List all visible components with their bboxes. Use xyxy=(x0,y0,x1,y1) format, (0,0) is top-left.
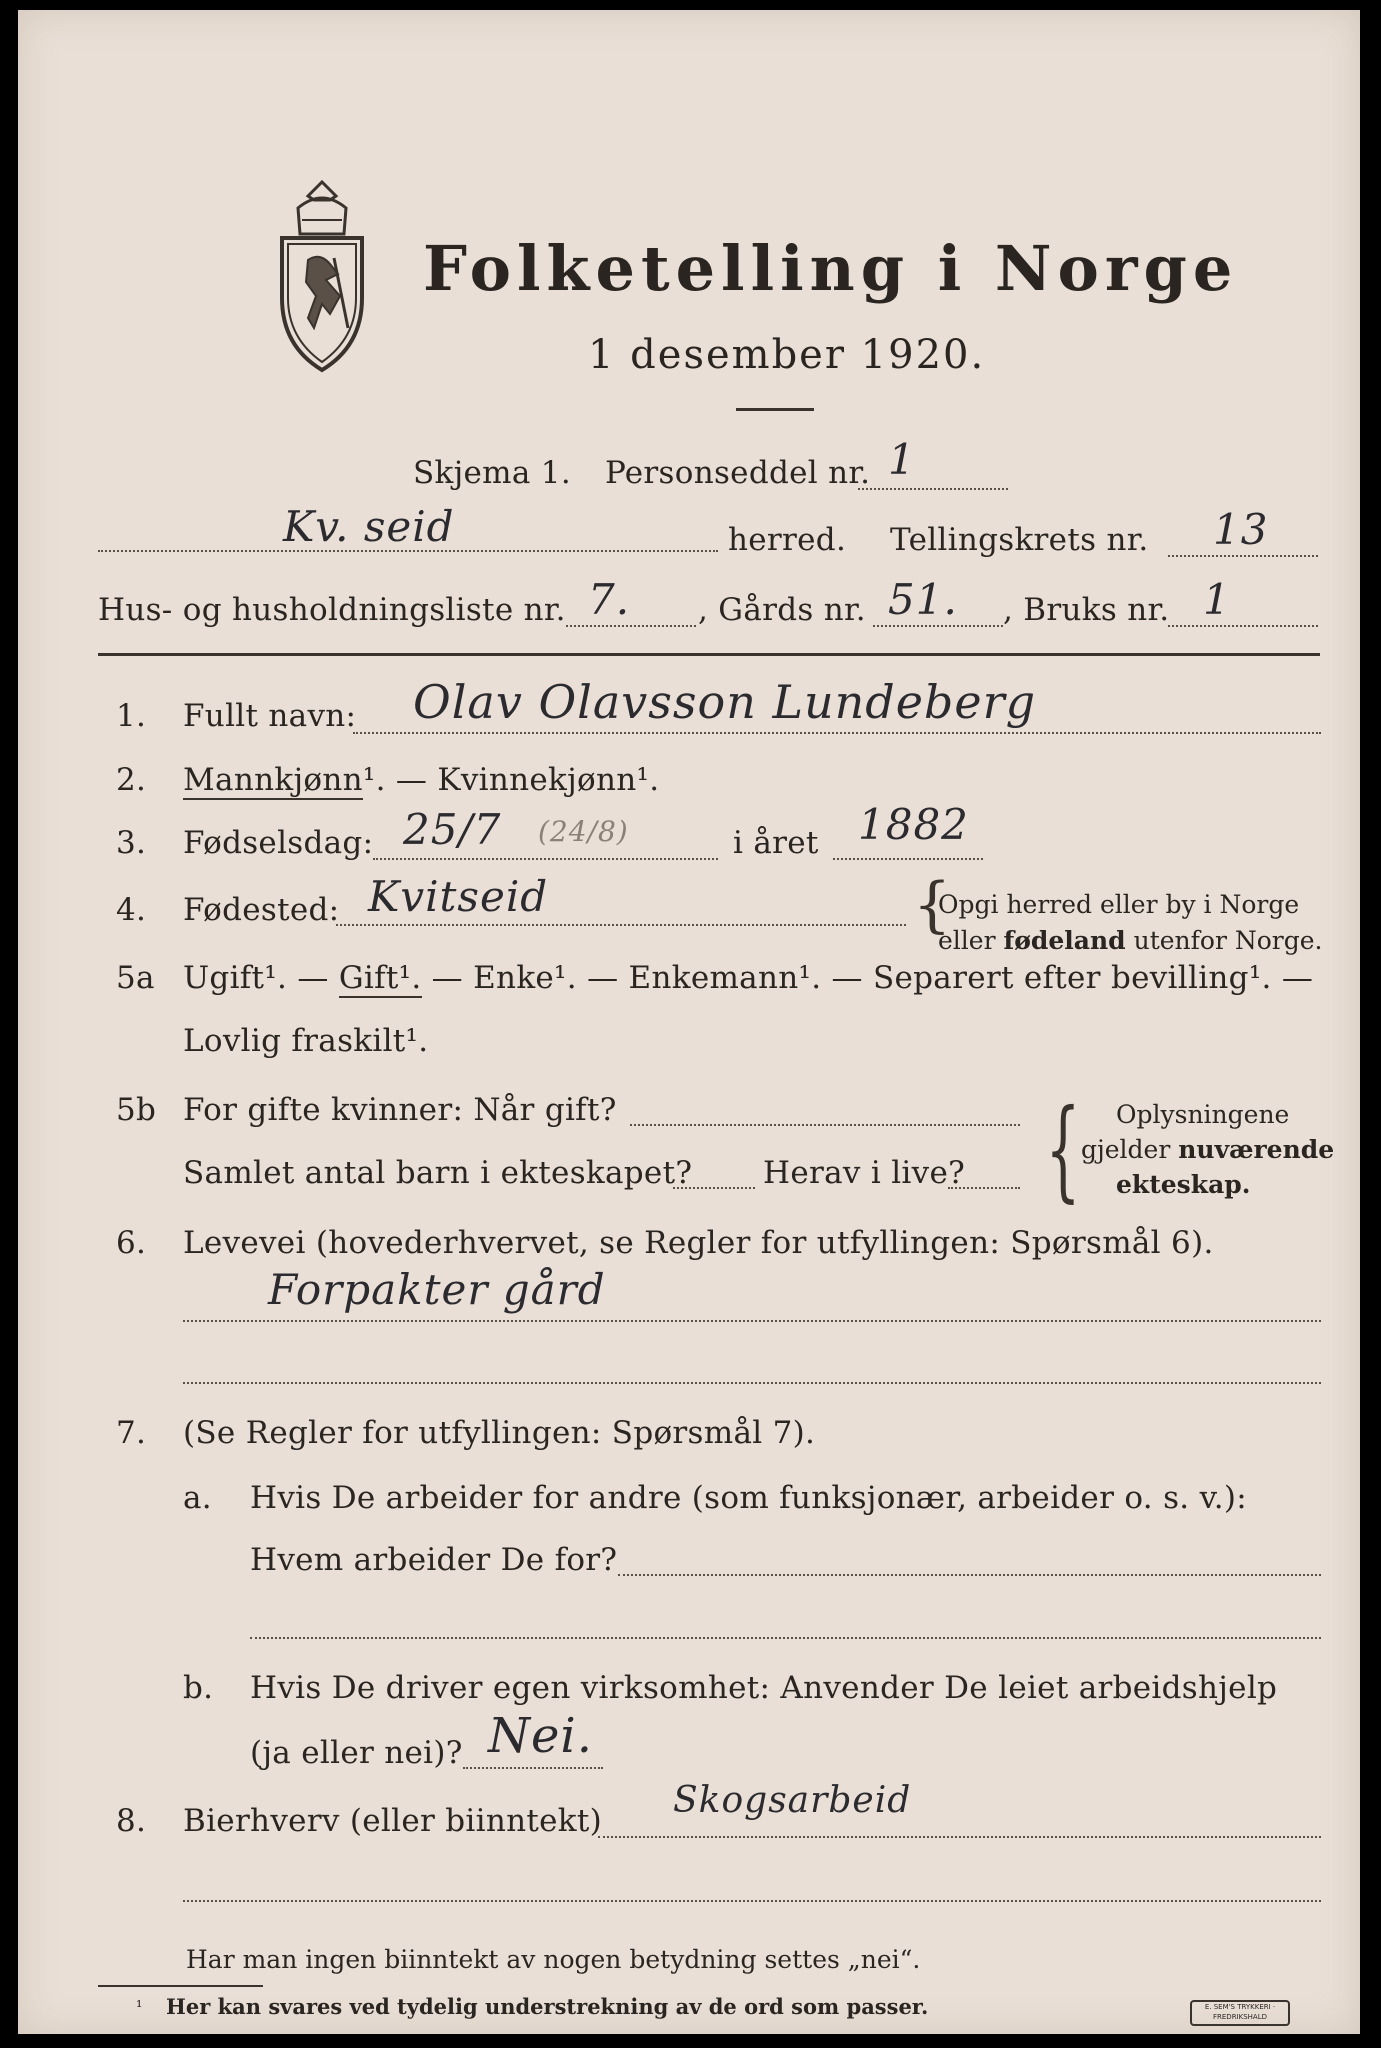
bruks-value: 1 xyxy=(1203,575,1231,624)
q1-label: Fullt navn: xyxy=(183,698,357,734)
q5b-line2a: Samlet antal barn i ekteskapet? xyxy=(183,1155,693,1191)
q4-label: Fødested: xyxy=(183,892,340,928)
header-rule xyxy=(98,653,1320,656)
gards-label: , Gårds nr. xyxy=(698,592,866,628)
q8-number: 8. xyxy=(116,1803,147,1839)
q3-year-label: i året xyxy=(733,825,819,861)
q6-occupation: Forpakter gård xyxy=(268,1265,606,1314)
q5b-note3: ekteskap. xyxy=(1116,1170,1251,1199)
q2-number: 2. xyxy=(116,762,147,798)
q7b-answer: Nei. xyxy=(488,1708,594,1764)
q5b-line1: For gifte kvinner: Når gift? xyxy=(183,1092,617,1128)
q5a-number: 5a xyxy=(116,960,155,996)
q3-label: Fødselsdag: xyxy=(183,825,374,861)
footer-note: Har man ingen biinntekt av nogen betydning settes „nei“. xyxy=(186,1945,921,1974)
printer-stamp: E. SEM'S TRYKKERI · FREDRIKSHALD xyxy=(1190,2000,1290,2026)
footnote-mark: ¹ xyxy=(136,1997,143,2016)
personseddel-value: 1 xyxy=(888,435,916,484)
q2-sex-options xyxy=(183,762,659,798)
q5a-gift-selected: Gift¹. xyxy=(338,960,422,996)
q2-male: Mannkjønn xyxy=(183,762,363,798)
footnote-text: Her kan svares ved tydelig understrekning av de ord som passer. xyxy=(166,1994,929,2019)
footnote-rule xyxy=(98,1985,263,1987)
q2-separator: ¹. — xyxy=(362,762,438,798)
q2-female: Kvinnekjønn xyxy=(437,762,637,798)
q8-side-income: Skogsarbeid xyxy=(673,1780,912,1821)
q5b-line2b: Herav i live? xyxy=(763,1155,966,1191)
q7a-line1: Hvis De arbeider for andre (som funksjonær, arbeider o. s. v.): xyxy=(250,1480,1248,1516)
q7-label: (Se Regler for utfyllingen: Spørsmål 7). xyxy=(183,1415,816,1451)
census-form-page xyxy=(18,10,1360,2034)
tellingskrets-value: 13 xyxy=(1213,505,1269,554)
q5b-note1: Oplysningene xyxy=(1116,1100,1290,1129)
q2-end: ¹. xyxy=(636,762,660,798)
gards-value: 51. xyxy=(888,575,958,624)
q5b-note2: gjelder nuværende xyxy=(1081,1135,1335,1164)
q3-number: 3. xyxy=(116,825,147,861)
personseddel-label: Personseddel nr. xyxy=(605,455,871,491)
q6-label: Levevei (hovederhvervet, se Regler for utfyllingen: Spørsmål 6). xyxy=(183,1225,1214,1261)
q5b-brace: { xyxy=(1045,1085,1081,1213)
q4-note-line1: Opgi herred eller by i Norge xyxy=(938,890,1300,919)
q5b-number: 5b xyxy=(116,1092,157,1128)
q3-birthdate: 25/7 xyxy=(403,805,502,854)
tellingskrets-label: Tellingskrets nr. xyxy=(890,522,1149,558)
q1-full-name: Olav Olavsson Lundeberg xyxy=(413,675,1037,729)
q7a-number: a. xyxy=(183,1480,212,1516)
census-date: 1 desember 1920. xyxy=(588,332,986,378)
herred-value: Kv. seid xyxy=(283,502,455,551)
q4-brace: { xyxy=(913,870,952,940)
q4-note-line2: eller fødeland utenfor Norge. xyxy=(938,926,1323,955)
q5a-options: Ugift¹. — Gift¹. — Enke¹. — Enkemann¹. — Separert efter bevilling¹. — xyxy=(183,960,1314,996)
q4-birthplace: Kvitseid xyxy=(368,872,549,921)
schema-label: Skjema 1. xyxy=(413,455,571,491)
form-title: Folketelling i Norge xyxy=(423,232,1239,305)
q3-birth-year: 1882 xyxy=(858,800,969,849)
q4-number: 4. xyxy=(116,892,147,928)
q8-label: Bierhverv (eller biinntekt) xyxy=(183,1803,603,1839)
q7b-line1: Hvis De driver egen virksomhet: Anvender De leiet arbeidshjelp xyxy=(250,1670,1278,1706)
coat-of-arms-icon xyxy=(268,178,376,378)
q7-number: 7. xyxy=(116,1415,147,1451)
q7b-number: b. xyxy=(183,1670,214,1706)
q1-number: 1. xyxy=(116,698,147,734)
title-divider xyxy=(736,408,814,411)
hus-label: Hus- og husholdningsliste nr. xyxy=(98,592,566,628)
q3-birthdate-alt: (24/8) xyxy=(538,815,629,848)
q7a-line2: Hvem arbeider De for? xyxy=(250,1542,618,1578)
q7b-line2: (ja eller nei)? xyxy=(250,1735,463,1771)
q5a-line2: Lovlig fraskilt¹. xyxy=(183,1023,429,1059)
hus-value: 7. xyxy=(588,575,631,624)
q6-number: 6. xyxy=(116,1225,147,1261)
herred-label: herred. xyxy=(728,522,847,558)
bruks-label: , Bruks nr. xyxy=(1003,592,1170,628)
